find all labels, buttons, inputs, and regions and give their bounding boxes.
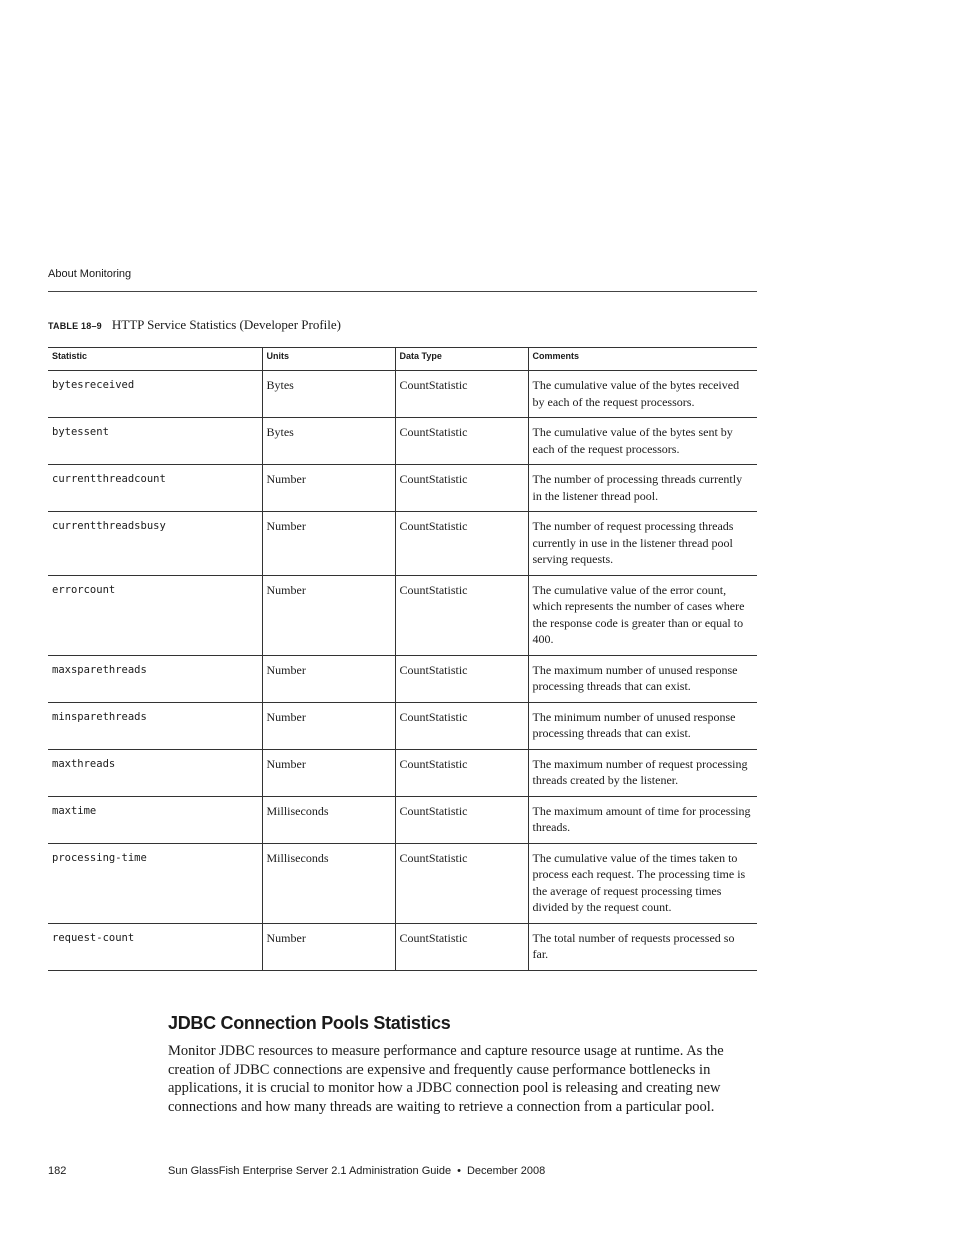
table-row xyxy=(48,512,757,576)
statistic-cell: maxthreads xyxy=(48,749,262,796)
data-type-cell: CountStatistic xyxy=(395,512,528,576)
data-type-cell: CountStatistic xyxy=(395,702,528,749)
data-type-cell: CountStatistic xyxy=(395,575,528,655)
data-type-cell: CountStatistic xyxy=(395,923,528,970)
statistics-table xyxy=(48,347,757,971)
column-header-data-type: Data Type xyxy=(395,348,528,371)
units-cell: Number xyxy=(262,702,395,749)
comments-cell: The number of request processing threads currently in use in the listener thread pool serving requests. xyxy=(528,512,757,576)
comments-cell: The cumulative value of the times taken to process each request. The processing time is the average of request processing times divided by the request count. xyxy=(528,843,757,923)
table-title: HTTP Service Statistics (Developer Profile) xyxy=(111,317,341,332)
units-cell: Number xyxy=(262,575,395,655)
units-cell: Number xyxy=(262,512,395,576)
running-header: About Monitoring xyxy=(48,268,132,280)
statistic-cell: maxsparethreads xyxy=(48,655,262,702)
table-row xyxy=(48,465,757,512)
table-row xyxy=(48,418,757,465)
comments-cell: The number of processing threads currently in the listener thread pool. xyxy=(528,465,757,512)
data-type-cell: CountStatistic xyxy=(395,843,528,923)
section-body: Monitor JDBC resources to measure performance and capture resource usage at runtime. As the creation of JDBC connections are expensive and frequently cause performance bottlenecks in applications, it is crucial to monitor how a JDBC connection pool is releasing and creating new connections and how many threads are waiting to retrieve a connection from a particular pool. xyxy=(168,1043,724,1115)
comments-cell: The total number of requests processed so far. xyxy=(528,923,757,970)
table-row xyxy=(48,371,757,418)
table-caption xyxy=(48,317,341,333)
data-type-cell: CountStatistic xyxy=(395,465,528,512)
table-row xyxy=(48,923,757,970)
column-header-units: Units xyxy=(262,348,395,371)
section-heading: JDBC Connection Pools Statistics xyxy=(168,1013,451,1033)
comments-cell: The minimum number of unused response processing threads that can exist. xyxy=(528,702,757,749)
units-cell: Milliseconds xyxy=(262,843,395,923)
statistic-cell: processing-time xyxy=(48,843,262,923)
units-cell: Number xyxy=(262,655,395,702)
book-title: Sun GlassFish Enterprise Server 2.1 Administration Guide xyxy=(168,1165,452,1177)
table-row xyxy=(48,843,757,923)
table-row xyxy=(48,796,757,843)
table-header-row xyxy=(48,348,757,371)
table-label: TABLE 18–9 xyxy=(48,321,102,331)
statistic-cell: minsparethreads xyxy=(48,702,262,749)
statistic-cell: currentthreadsbusy xyxy=(48,512,262,576)
column-header-comments: Comments xyxy=(528,348,757,371)
column-header-statistic: Statistic xyxy=(48,348,262,371)
units-cell: Number xyxy=(262,923,395,970)
units-cell: Bytes xyxy=(262,418,395,465)
statistic-cell: maxtime xyxy=(48,796,262,843)
page-number: 182 xyxy=(48,1165,67,1177)
units-cell: Milliseconds xyxy=(262,796,395,843)
footer-bullet: • xyxy=(457,1165,461,1177)
comments-cell: The maximum amount of time for processing threads. xyxy=(528,796,757,843)
table-row xyxy=(48,702,757,749)
data-type-cell: CountStatistic xyxy=(395,796,528,843)
comments-cell: The maximum number of unused response processing threads that can exist. xyxy=(528,655,757,702)
data-type-cell: CountStatistic xyxy=(395,371,528,418)
comments-cell: The cumulative value of the bytes received by each of the request processors. xyxy=(528,371,757,418)
data-type-cell: CountStatistic xyxy=(395,655,528,702)
table-row xyxy=(48,575,757,655)
units-cell: Number xyxy=(262,749,395,796)
statistic-cell: errorcount xyxy=(48,575,262,655)
statistic-cell: currentthreadcount xyxy=(48,465,262,512)
table-row xyxy=(48,655,757,702)
header-rule xyxy=(48,291,757,292)
publication-date: December 2008 xyxy=(466,1165,546,1177)
data-type-cell: CountStatistic xyxy=(395,418,528,465)
statistic-cell: bytesreceived xyxy=(48,371,262,418)
comments-cell: The maximum number of request processing threads created by the listener. xyxy=(528,749,757,796)
footer-text xyxy=(168,1165,545,1177)
comments-cell: The cumulative value of the error count, which represents the number of cases where the response code is greater than or equal to 400. xyxy=(528,575,757,655)
units-cell: Bytes xyxy=(262,371,395,418)
comments-cell: The cumulative value of the bytes sent by each of the request processors. xyxy=(528,418,757,465)
statistic-cell: request-count xyxy=(48,923,262,970)
data-type-cell: CountStatistic xyxy=(395,749,528,796)
table-row xyxy=(48,749,757,796)
units-cell: Number xyxy=(262,465,395,512)
statistic-cell: bytessent xyxy=(48,418,262,465)
